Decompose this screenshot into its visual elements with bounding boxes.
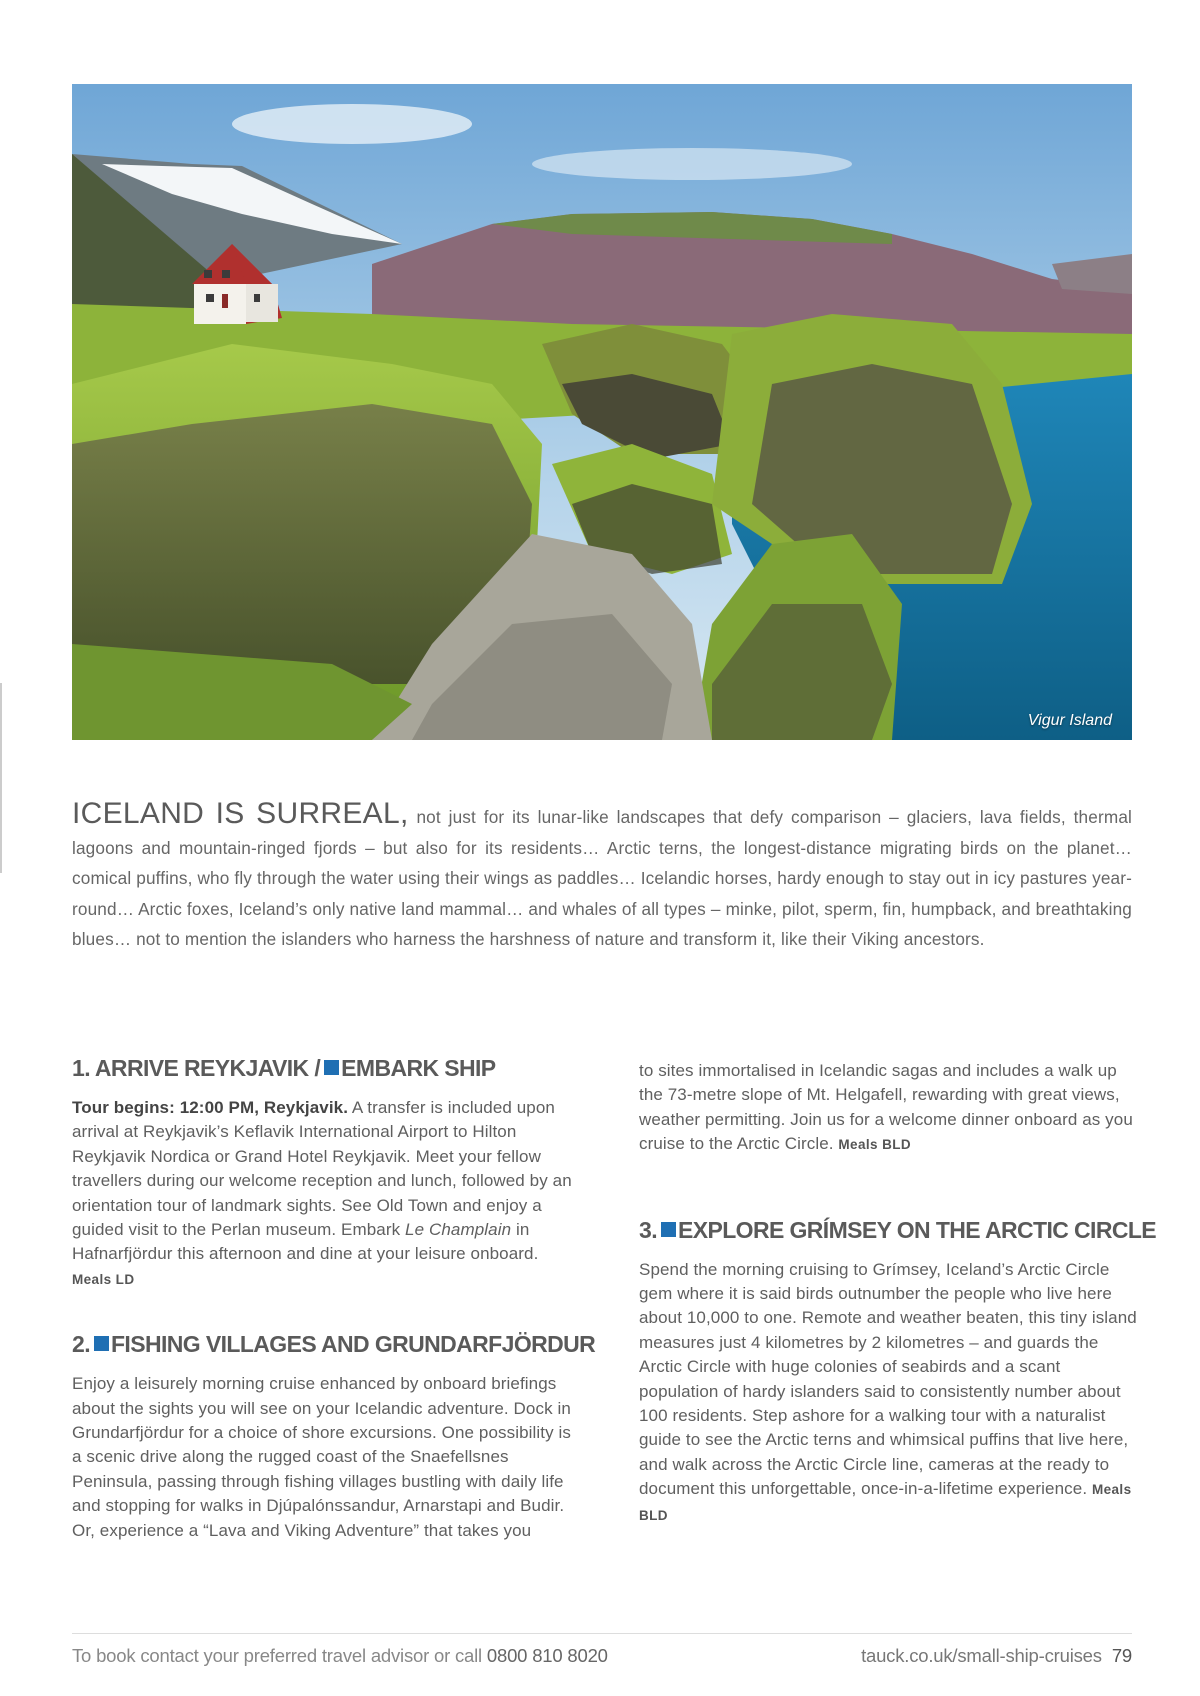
square-bullet-icon bbox=[94, 1336, 109, 1351]
intro-text: not just for its lunar-like landscapes that defy comparison – glaciers, lava fields, thermal lagoons and mountain-ringed fjords – but also for its residents… Arctic terns, the longest-distance migrating birds on the planet… comical puffins, who fly through the water using their wings as paddles… Icelandic horses, hardy enough to stay out in icy pastures year-round… Arctic foxes, Iceland’s only native land mammal… and whales of all types – minke, pilot, sperm, fin, humpback, and breathtaking blues… not to mention the islanders who harness the harshness of nature and transform it, like their Viking ancestors. bbox=[72, 807, 1132, 950]
day3-heading: EXPLORE GRÍMSEY ON THE ARCTIC CIRCLE bbox=[677, 1216, 1157, 1243]
page-number: 79 bbox=[1111, 1645, 1132, 1666]
intro-lead: ICELAND IS SURREAL, bbox=[72, 797, 409, 831]
day2-cont-text: to sites immortalised in Icelandic sagas and includes a walk up the 73-metre slope of Mt. Helgafell, rewarding with great views, weather permitting. Join us for a welcome dinner onboard as you cruise to the Arctic Circle. bbox=[639, 1061, 1133, 1154]
footer-url-link[interactable]: tauck.co.uk/small-ship-cruises bbox=[861, 1645, 1102, 1666]
day3-meals: Meals BLD bbox=[639, 1482, 1132, 1523]
day1-title bbox=[72, 1054, 582, 1082]
footer-booking bbox=[72, 1645, 608, 1667]
day1-lead: Tour begins: 12:00 PM, Reykjavik. bbox=[72, 1098, 349, 1117]
right-column bbox=[639, 1059, 1157, 1528]
photo-caption: Vigur Island bbox=[1027, 712, 1112, 729]
day3-paragraph bbox=[639, 1258, 1144, 1528]
footer-divider bbox=[72, 1633, 1132, 1634]
hero-photo bbox=[72, 84, 1132, 740]
intro-paragraph bbox=[72, 799, 1132, 955]
footer-phone[interactable]: 0800 810 8020 bbox=[486, 1645, 608, 1666]
day2-meals: Meals BLD bbox=[838, 1137, 912, 1153]
square-bullet-icon bbox=[324, 1060, 339, 1075]
day3-text: Spend the morning cruising to Grímsey, Iceland’s Arctic Circle gem where it is said birds outnumber the people who live here about 10,000 to one. Remote and weather beaten, this tiny island measures just 4 kilometres by 2 kilometres – and guards the Arctic Circle with huge colonies of seabirds and a scant population of hardy islanders said to consistently number about 100 residents. Step ashore for a walking tour with a naturalist guide to see the Arctic terns and whimsical puffins that live here, and walk across the Arctic Circle line, cameras at the ready to document this unforgettable, once-in-a-lifetime experience. bbox=[639, 1259, 1137, 1499]
day2-continuation bbox=[639, 1059, 1144, 1158]
day2-paragraph: Enjoy a leisurely morning cruise enhanced by onboard briefings about the sights you will see on your Icelandic adventure. Dock in Grundarfjördur for a choice of shore excursions. One possibility is a scenic drive along the rugged coast of the Snaefellsnes Peninsula, passing through fishing villages bustling with daily life and stopping for walks in Djúpalónssandur, Arnarstapi and Budir. Or, experience a “Lava and Viking Adventure” that takes you bbox=[72, 1374, 571, 1540]
day3-title bbox=[639, 1216, 1157, 1244]
day2-title bbox=[72, 1330, 596, 1358]
footer-booking-text: To book contact your preferred travel advisor or call bbox=[72, 1645, 487, 1666]
day1-text: A transfer is included upon arrival at Reykjavik’s Keflavik International Airport to Hilton Reykjavik Nordica or Grand Hotel Reykjavik. Meet your fellow travellers during our welcome reception and lunch, followed by an orientation tour of landmark sights. See Old Town and enjoy a guided visit to the Perlan museum. Embark bbox=[72, 1098, 572, 1240]
day1-meals: Meals LD bbox=[72, 1271, 135, 1287]
day3-number: 3. bbox=[639, 1216, 657, 1243]
day1-number: 1. ARRIVE REYKJAVIK / bbox=[72, 1055, 321, 1081]
left-column bbox=[72, 1054, 596, 1543]
day2-number: 2. bbox=[72, 1331, 90, 1358]
footer-site bbox=[861, 1645, 1132, 1667]
ship-name: Le Champlain bbox=[405, 1220, 512, 1240]
day1-text-end: in Hafnarfjördur this afternoon and dine at your leisure onboard. bbox=[72, 1220, 539, 1264]
landscape-illustration bbox=[72, 84, 1132, 740]
day1-paragraph bbox=[72, 1096, 582, 1292]
day2-heading: FISHING VILLAGES AND GRUNDARFJÖRDUR bbox=[110, 1331, 596, 1358]
square-bullet-icon bbox=[661, 1222, 676, 1237]
page-edge-mark bbox=[0, 683, 2, 873]
day1-heading: EMBARK SHIP bbox=[341, 1055, 496, 1081]
